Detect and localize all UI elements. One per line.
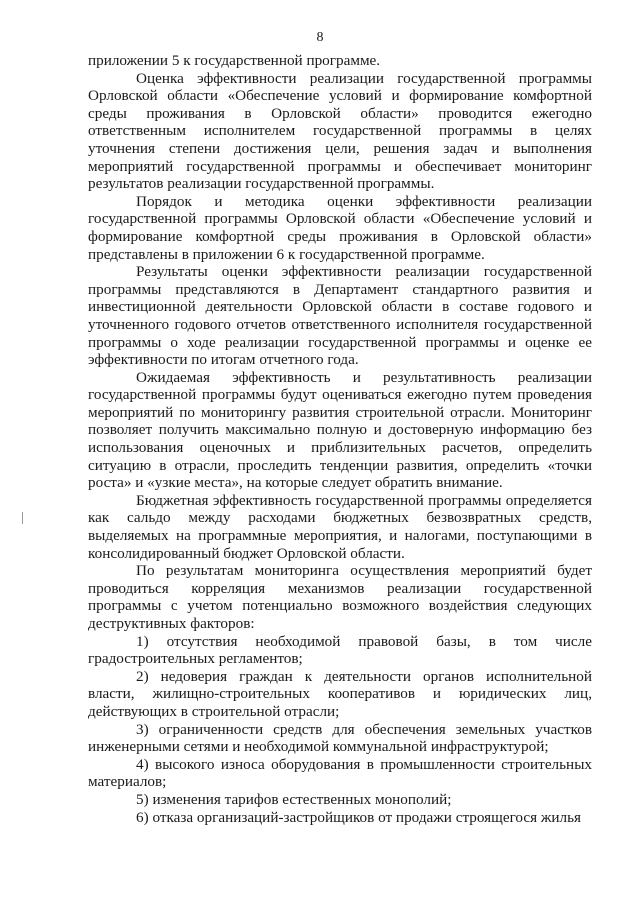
body-text (88, 52, 592, 826)
list-item-2: 2) недоверия граждан к деятельности органов исполнительной власти, жилищно-строительных кооперативов и юридических лиц, действующих в строительной отрасли; (88, 667, 592, 720)
list-item-4: 4) высокого износа оборудования в промышленности строительных материалов; (88, 755, 592, 791)
margin-mark (22, 512, 23, 524)
list-item-5: 5) изменения тарифов естественных монополий; (136, 790, 452, 808)
paragraph-monitoring: По результатам мониторинга осуществления мероприятий будет проводиться корреляция механизмов реализации государственной программы с учетом потенциально возможного воздействия следующих деструктивных факторов: (88, 562, 592, 632)
paragraph-evaluation: Оценка эффективности реализации государственной программы Орловской области «Обеспечение условий и формирование комфортной среды проживания в Орловской области» проводится ежегодно ответственным исполнителем государственной программы в целях уточнения степени достижения цели, решения задач и выполнения мероприятий государственной программы и обеспечивает мониторинг результатов реализации государственной программы. (88, 69, 592, 193)
page-number: 8 (316, 30, 324, 45)
paragraph-expected-efficiency: Ожидаемая эффективность и результативность реализации государственной программы будут оцениваться ежегодно путем проведения мероприятий по мониторингу развития строительной отрасли. Мониторинг позволяет получить максимально полную и достоверную информацию без использования оценочных и приблизительных расчетов, определить ситуацию в отрасли, проследить тенденции развития, определить «точки роста» и «узкие места», на которые следует обратить внимание. (88, 368, 592, 492)
paragraph-methodology: Порядок и методика оценки эффективности реализации государственной программы Орловской области «Обеспечение условий и формирование комфортной среды проживания в Орловской области» представлены в приложении 6 к государственной программе. (88, 192, 592, 263)
list-item-1: 1) отсутствия необходимой правовой базы, в том числе градостроительных регламентов; (88, 632, 592, 668)
paragraph-budget-efficiency: Бюджетная эффективность государственной программы определяется как сальдо между расходами бюджетных безвозвратных средств, выделяемых на программные мероприятия, и налогами, поступающими в консолидированный бюджет Орловской области. (88, 491, 592, 562)
paragraph-continuation: приложении 5 к государственной программе. (88, 52, 381, 69)
list-item-6: 6) отказа организаций-застройщиков от продажи строящегося жилья (136, 808, 582, 826)
list-item-3: 3) ограниченности средств для обеспечения земельных участков инженерными сетями и необходимой коммунальной инфраструктурой; (88, 720, 592, 756)
paragraph-results: Результаты оценки эффективности реализации государственной программы представляются в Департамент стандартного развития и инвестиционной деятельности Орловской области в составе годового и уточненного годового отчетов ответственного исполнителя государственной программы о ходе реализации государственной программы и оценке ее эффективности по итогам отчетного года. (88, 263, 592, 369)
